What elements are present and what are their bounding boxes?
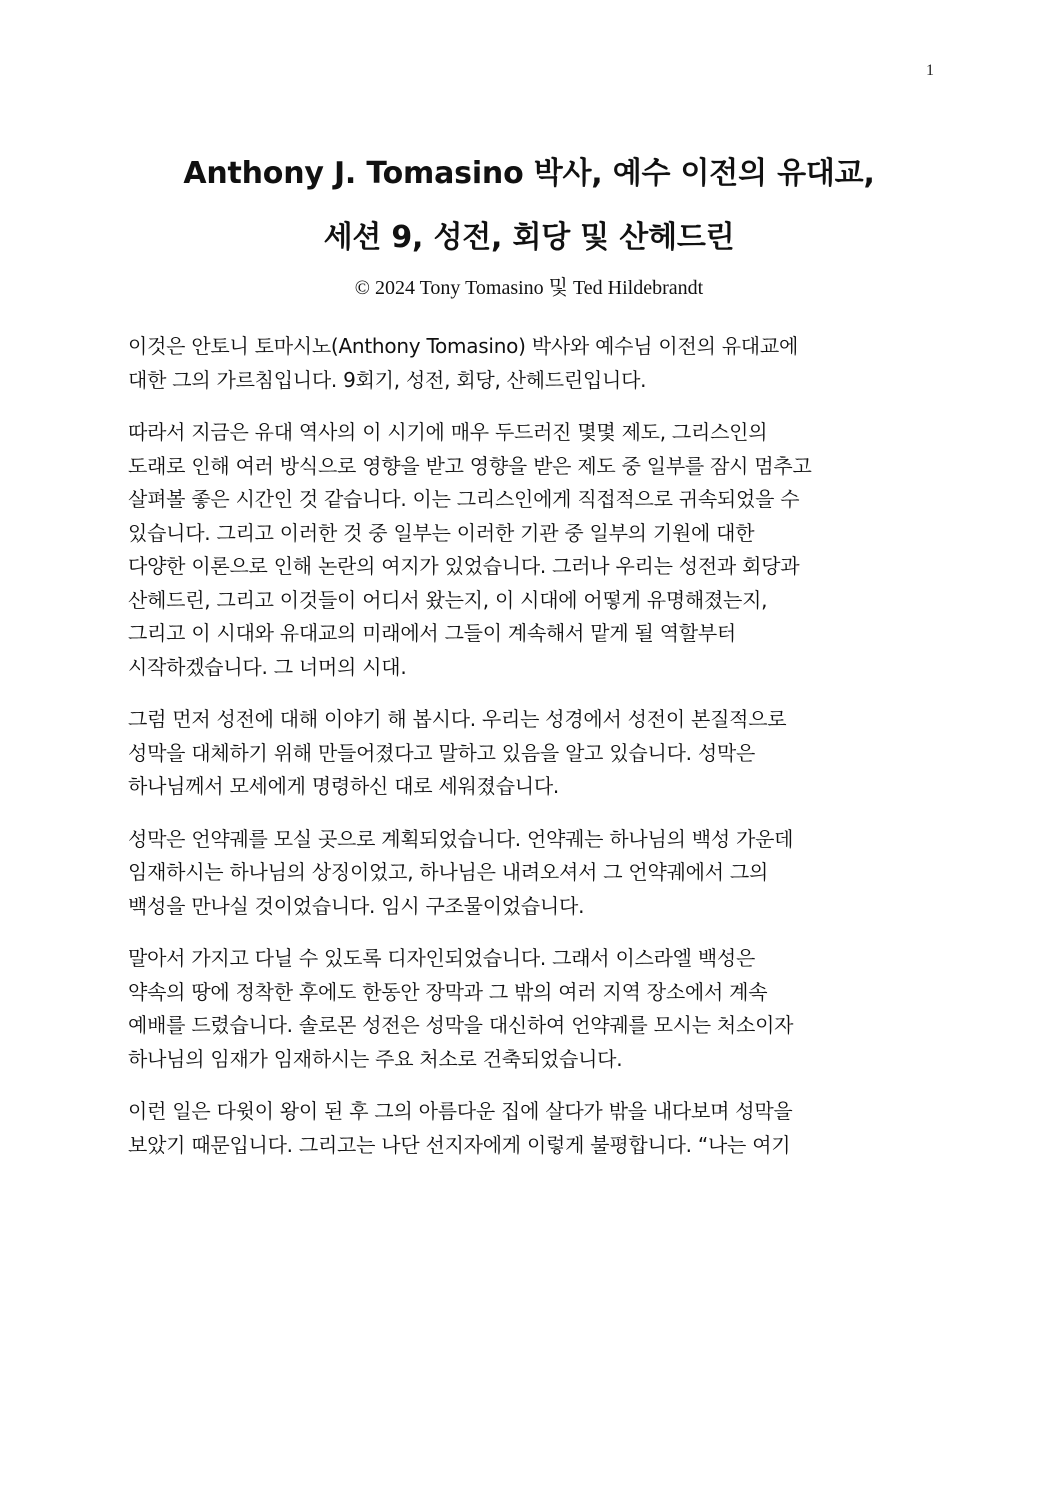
paragraph-line: 도래로 인해 여러 방식으로 영향을 받고 영향을 받은 제도 중 일부를 잠시 멈추고 xyxy=(128,453,812,478)
paragraph-line: 살펴볼 좋은 시간인 것 같습니다. 이는 그리스인에게 직접적으로 귀속되었을 수 xyxy=(128,487,800,511)
paragraph-2 xyxy=(128,416,958,684)
paragraph-line: 성막은 언약궤를 모실 곳으로 계획되었습니다. 언약궤는 하나님의 백성 가운데 xyxy=(128,826,794,851)
paragraph-line: 예배를 드렸습니다. 솔로몬 성전은 성막을 대신하여 언약궤를 모시는 처소이자 xyxy=(128,1013,794,1037)
paragraph-line: 임재하시는 하나님의 상징이었고, 하나님은 내려오셔서 그 언약궤에서 그의 xyxy=(128,860,769,884)
paragraph-line: 하나님의 임재가 임재하시는 주요 처소로 건축되었습니다. xyxy=(128,1046,623,1071)
title-line-1: Anthony J. Tomasino 박사, 예수 이전의 유대교, xyxy=(183,156,875,191)
paragraph-line: 있습니다. 그리고 이러한 것 중 일부는 이러한 기관 중 일부의 기원에 대한 xyxy=(128,520,755,545)
paragraph-line: 말아서 가지고 다닐 수 있도록 디자인되었습니다. 그래서 이스라엘 백성은 xyxy=(128,946,756,970)
paragraph-line: 약속의 땅에 정착한 후에도 한동안 장막과 그 밖의 여러 지역 장소에서 계속 xyxy=(128,979,768,1004)
paragraph-6 xyxy=(128,1095,958,1162)
paragraph-line: 다양한 이론으로 인해 논란의 여지가 있었습니다. 그러나 우리는 성전과 회당과 xyxy=(128,554,800,578)
paragraph-line: 보았기 때문입니다. 그리고는 나단 선지자에게 이렇게 불평합니다. “나는 여기 xyxy=(128,1132,791,1157)
paragraph-1 xyxy=(128,330,958,397)
paragraph-line: 산헤드린, 그리고 이것들이 어디서 왔는지, 이 시대에 어떻게 유명해졌는지, xyxy=(128,587,768,612)
paragraph-line: 이것은 안토니 토마시노(Anthony Tomasino) 박사와 예수님 이전의 유대교에 xyxy=(128,334,799,358)
title-block xyxy=(60,142,998,302)
paragraph-line: 하나님께서 모세에게 명령하신 대로 세워졌습니다. xyxy=(128,774,560,798)
paragraph-line: 백성을 만나실 것이었습니다. 임시 구조물이었습니다. xyxy=(128,893,585,918)
copyright-line: © 2024 Tony Tomasino 및 Ted Hildebrandt xyxy=(354,277,704,299)
paragraph-5 xyxy=(128,942,958,1076)
paragraph-3 xyxy=(128,703,958,804)
title-line-2: 세션 9, 성전, 회당 및 산헤드린 xyxy=(323,220,735,255)
paragraph-line: 따라서 지금은 유대 역사의 이 시기에 매우 두드러진 몇몇 제도, 그리스인의 xyxy=(128,420,768,444)
paragraph-line: 시작하겠습니다. 그 너머의 시대. xyxy=(128,654,407,679)
body-text xyxy=(128,330,958,1181)
paragraph-4 xyxy=(128,823,958,924)
paragraph-line: 성막을 대체하기 위해 만들어졌다고 말하고 있음을 알고 있습니다. 성막은 xyxy=(128,740,756,765)
paragraph-line: 그럼 먼저 성전에 대해 이야기 해 봅시다. 우리는 성경에서 성전이 본질적으로 xyxy=(128,707,787,731)
page-number: 1 xyxy=(926,62,934,79)
paragraph-line: 이런 일은 다윗이 왕이 된 후 그의 아름다운 집에 살다가 밖을 내다보며 성막을 xyxy=(128,1099,793,1123)
paragraph-line: 그리고 이 시대와 유대교의 미래에서 그들이 계속해서 맡게 될 역할부터 xyxy=(128,621,736,645)
paragraph-line: 대한 그의 가르침입니다. 9회기, 성전, 회당, 산헤드린입니다. xyxy=(128,367,647,392)
